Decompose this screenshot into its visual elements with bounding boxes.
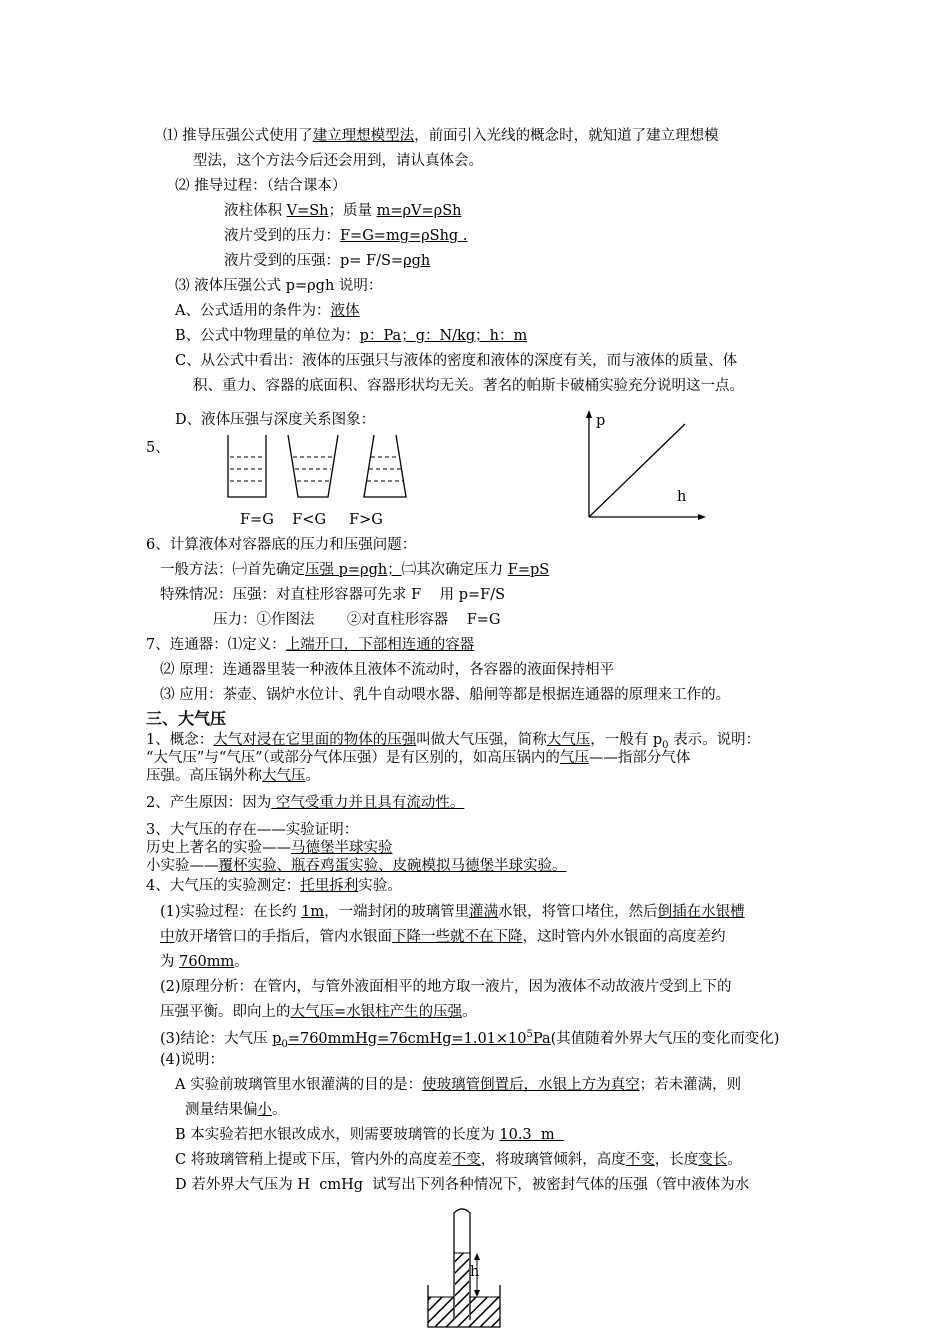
text-line: 小实验——覆杯实验、瓶吞鸡蛋实验、皮碗模拟马德堡半球实验。	[146, 858, 567, 874]
text-line: 型法，这个方法今后还会用到，请认真体会。	[193, 153, 483, 169]
text-line: ⑵ 推导过程：（结合课本）	[175, 178, 347, 194]
mercury-tube-diagram	[420, 1205, 510, 1335]
text-line: 压强平衡。即向上的大气压=水银柱产生的压强。	[160, 1004, 477, 1020]
text-line: A、公式适用的条件为：液体	[175, 303, 360, 319]
container-labels: F=G F<G F>G	[240, 512, 383, 528]
text-line: B 本实验若把水银改成水，则需要玻璃管的长度为 10.3 m	[175, 1127, 564, 1143]
item-number: 5、	[146, 440, 170, 456]
text-line: (1)实验过程：在长约 1m，一端封闭的玻璃管里灌满水银，将管口堵住，然后倒插在水银槽	[160, 904, 745, 920]
text-line: 积、重力、容器的底面积、容器形状均无关。著名的帕斯卡破桶实验充分说明这一点。	[193, 378, 744, 394]
axis-label-h: h	[677, 489, 687, 505]
text-line: C、从公式中看出：液体的压强只与液体的密度和液体的深度有关，而与液体的质量、体	[175, 353, 738, 369]
text-line: 7、连通器：⑴定义：上端开口，下部相连通的容器	[146, 637, 475, 653]
text-line: C 将玻璃管稍上提或下压，管内外的高度差不变，将玻璃管倾斜，高度不变，长度变长。	[175, 1152, 742, 1168]
text-line: (4)说明：	[160, 1052, 225, 1068]
text-line: 液片受到的压强：p= F/S=ρgh	[224, 253, 431, 269]
text-line: 中放开堵管口的手指后，管内水银面下降一些就不在下降，这时管内外水银面的高度差约	[160, 929, 726, 945]
tube-height-label: h	[470, 1264, 480, 1280]
axis-label-p: p	[596, 413, 606, 429]
text-line: 压强。高压锅外称大气压。	[146, 768, 320, 784]
container-diagram	[220, 435, 420, 505]
text-line: 一般方法：㈠首先确定压强 p=ρgh；㈡其次确定压力 F=pS	[160, 562, 550, 578]
text-line: 2、产生原因：因为 空气受重力并且具有流动性。	[146, 795, 465, 811]
text-line: 3、大气压的存在——实验证明：	[146, 822, 359, 838]
text-line: B、公式中物理量的单位为：p：Pa；g：N/kg；h：m	[175, 328, 528, 344]
text-line: 特殊情况：压强：对直柱形容器可先求 F 用 p=F/S	[160, 587, 506, 603]
text-line: 历史上著名的实验——马德堡半球实验	[146, 840, 393, 856]
text-line: (3)结论：大气压 $p_0=760mmHg=76cmHg=1.01\times 10^5Pa$(其值随着外界大气压的变化而变化)	[160, 1029, 780, 1050]
text-line: ⑶ 液体压强公式 p=ρgh 说明：	[175, 278, 383, 294]
text-line: 测量结果偏小。	[185, 1102, 287, 1118]
section-heading: 三、大气压	[146, 709, 227, 728]
text-line: A 实验前玻璃管里水银灌满的目的是：使玻璃管倒置后，水银上方为真空；若未灌满，则	[175, 1077, 742, 1093]
text-line: 液片受到的压力：F=G=mg=ρShg .	[224, 228, 468, 244]
text-line: 6、计算液体对容器底的压力和压强问题：	[146, 537, 417, 553]
text-line: 液柱体积 V=Sh；质量 m=ρV=ρSh	[224, 203, 462, 219]
text-line: 为 760mm。	[160, 954, 249, 970]
text-line: D 若外界大气压为 H cmHg 试写出下列各种情况下，被密封气体的压强（管中液体为水	[175, 1177, 750, 1193]
text-line: (2)原理分析：在管内，与管外液面相平的地方取一液片，因为液体不动故液片受到上下的	[160, 979, 732, 995]
text-line: 压力：①作图法 ②对直柱形容器 F=G	[213, 612, 501, 628]
text-line: 4、大气压的实验测定：托里拆利实验。	[146, 878, 402, 894]
text-line: 1、概念：大气对浸在它里面的物体的压强叫做大气压强，简称大气压，一般有 $p_0$ 表示。说明：	[146, 732, 761, 751]
text-line: ⑶ 应用：茶壶、锅炉水位计、乳牛自动喂水器、船闸等都是根据连通器的原理来工作的。	[160, 687, 731, 703]
text-line: ⑴ 推导压强公式使用了建立理想模型法，前面引入光线的概念时，就知道了建立理想模	[163, 128, 719, 144]
text-line: D、液体压强与深度关系图象：	[175, 412, 376, 428]
text-line: “大气压”与“气压”（或部分气体压强）是有区别的，如高压锅内的气压——指部分气体	[146, 750, 691, 766]
text-line: ⑵ 原理：连通器里装一种液体且液体不流动时，各容器的液面保持相平	[160, 662, 615, 678]
